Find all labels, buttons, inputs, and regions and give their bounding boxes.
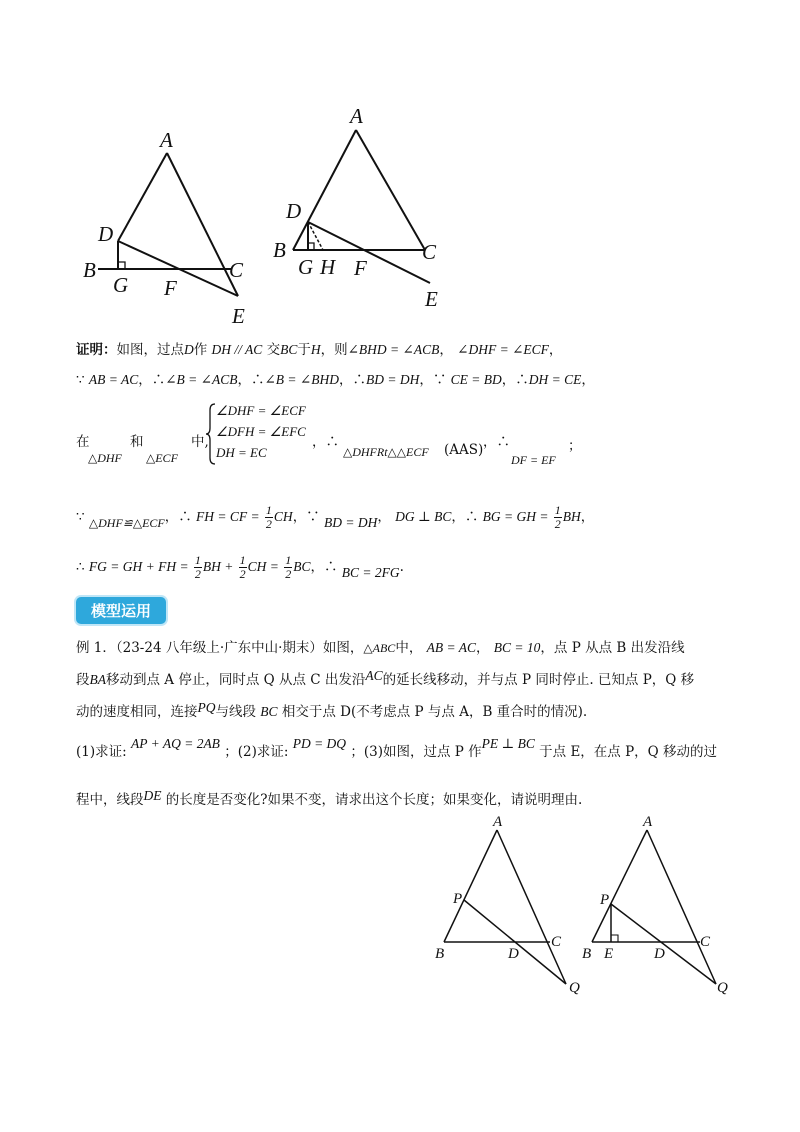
fig4-label-A: A [643,814,653,830]
example-text: 动的速度相同，连接 [76,704,198,720]
fig1-label-C: C [229,258,244,282]
proof-text: . [399,559,404,575]
example-text: ， [475,640,490,656]
fig2-label-C: C [422,240,437,264]
fig1-label-E: E [232,304,245,328]
example-text: 例 1．（23-24 八年级上·广东中山·期末）如图， [76,640,364,656]
fig3-label-P: P [453,891,463,907]
proof-line-1 [76,340,562,360]
proof-text: 于 [297,342,311,358]
math: △DHF≌△ECF [88,516,165,530]
math: BG = GH = [482,509,549,524]
fig4-label-Q: Q [717,980,728,996]
figure-2 [268,100,458,315]
proof-therefore-2: ，∴ [483,434,510,450]
fig2-label-B: B [273,238,286,262]
fraction-half: $\frac{1}{2}$ [265,503,272,531]
math: PQ [197,700,216,715]
section-badge: 模型运用 [76,597,166,624]
proof-text: ， [581,372,595,388]
example-text: 相交于点 D(不考虑点 P 与点 A，B 重合时的情况). [281,704,588,720]
math: BC [293,559,311,574]
math: BD = DH [365,372,420,387]
example-line-5 [76,790,582,810]
proof-text: ，∵ [292,509,320,525]
example-line-3 [76,702,587,722]
math: FG = GH + FH = [88,559,189,574]
example-line-4 [76,736,718,762]
proof-text: ，∴ [138,372,166,388]
proof-text: ， [548,342,563,358]
proof-text: ， [439,342,453,358]
math: ∠DHF = ∠ECF [457,342,549,357]
math: BD = DH [323,515,378,530]
fig2-label-F: F [354,256,367,280]
triangle-ecf: △ECF [146,451,178,465]
math: BH + [202,559,234,574]
fig4-label-C: C [700,934,711,950]
proof-text: 作 [193,342,208,358]
fig2-label-H: H [320,255,336,279]
example-text: 中， [395,640,423,656]
example-text: (1)求证: [76,744,127,760]
proof-text: ，∴ [310,559,338,575]
fig3-label-Q: Q [569,980,580,996]
math: PD = DQ [292,736,347,751]
system-eq-1: ∠DHF = ∠ECF [216,403,306,418]
math: DH = CE [528,372,582,387]
example-text: 移动到点 A 停止，同时点 Q 从点 C 出发沿 [106,672,366,688]
math: PE ⊥ BC [481,736,535,751]
math: BC [280,342,298,357]
proof-text: 交 [266,342,281,358]
fig1-label-A: A [160,128,173,152]
math: DE [143,788,162,803]
math: △ABC [363,641,396,655]
proof-lead: 证明： [76,342,117,358]
proof-he: 和 [130,434,144,450]
math: H [310,342,321,357]
fraction-half: $\frac{1}{2}$ [554,503,561,531]
example-text: ，点 P 从点 B 出发沿线 [540,640,685,656]
math: BC [260,704,278,719]
proof-text: ∴ [76,559,85,575]
example-text: 于点 E，在点 P，Q 移动的过 [539,744,718,760]
proof-line-4 [76,502,594,532]
math: ∠B = ∠ACB [165,372,238,387]
equation-system [216,400,306,463]
fraction-half: $\frac{1}{2}$ [285,553,292,581]
math: D [184,342,194,357]
fig2-label-G: G [298,255,314,279]
triangle-dhf: △DHF [88,451,122,465]
proof-semicolon: ； [568,438,582,454]
math: DH // AC [211,342,263,357]
example-text: 的延长线移动，并与点 P 同时停止. 已知点 P，Q 移 [382,672,695,688]
example-line-1 [76,638,685,658]
proof-line-5 [76,552,404,582]
fig3-label-B: B [435,946,445,962]
proof-text: 如图，过点 [116,342,184,358]
proof-text: ∵ [76,372,89,388]
figure-1 [80,125,260,335]
math: CH [273,509,293,524]
system-eq-2: ∠DFH = ∠EFC [216,424,306,439]
fig2-label-E: E [425,287,438,311]
congruence-statement: △DHFRt△△ECF [343,445,429,459]
figure-4 [580,812,740,1002]
math: AP + AQ = 2AB [130,736,220,751]
fig1-label-F: F [164,276,177,300]
proof-text: ， [580,509,595,525]
fig4-label-D: D [654,946,665,962]
fig2-label-A: A [350,104,363,128]
proof-text: ，∵ [419,372,447,388]
math: ∠B = ∠BHD [264,372,339,387]
math: BH [562,509,581,524]
proof-text: ∵ [76,509,85,525]
fig1-label-G: G [113,273,129,297]
fig3-label-A: A [493,814,503,830]
figure-3 [430,812,590,1002]
fig1-label-D: D [98,222,114,246]
math: FH = CF = [196,509,260,524]
example-text: 与线段 [215,704,256,720]
fig4-label-B: B [582,946,592,962]
example-text: ；(3)如图，过点 P 作 [350,744,482,760]
proof-line-2 [76,370,595,390]
fraction-half: $\frac{1}{2}$ [194,553,201,581]
proof-text: ，∴ [164,509,192,525]
fig3-label-D: D [508,946,519,962]
example-text: 段 [76,672,90,688]
aas: (AAS) [444,442,484,458]
math: ∠BHD = ∠ACB [347,342,440,357]
df-ef: DF = EF [511,453,556,467]
proof-text: ，∴ [451,509,479,525]
system-eq-3: DH = EC [216,445,267,460]
math: DG ⊥ BC [395,509,452,524]
proof-therefore: ，∴ [312,434,339,450]
example-text: ；(2)求证: [224,744,289,760]
proof-text: ，∴ [237,372,265,388]
fig3-label-C: C [551,934,562,950]
math: BC = 10 [493,640,541,655]
fig1-label-B: B [83,258,96,282]
math: AB = AC [88,372,139,387]
proof-zhong: 中, [191,434,209,450]
example-line-2 [76,670,694,690]
example-text: 的长度是否变化?如果不变，请求出这个长度；如果变化，请说明理由. [165,792,583,808]
math: AB = AC [426,640,476,655]
proof-text: ，则 [320,342,348,358]
fig2-label-D: D [286,199,302,223]
math: CE = BD [450,372,502,387]
math: BC = 2FG [341,565,400,580]
fig4-label-P: P [600,892,610,908]
proof-zai: 在 [76,434,90,450]
math: CH = [247,559,279,574]
fig4-label-E: E [604,946,614,962]
proof-text: ，∴ [501,372,529,388]
math: BA [89,672,106,687]
proof-text: ， [377,509,391,525]
fraction-half: $\frac{1}{2}$ [239,553,246,581]
math: AC [365,668,383,683]
example-text: 程中，线段 [76,792,144,808]
proof-text: ，∴ [338,372,366,388]
